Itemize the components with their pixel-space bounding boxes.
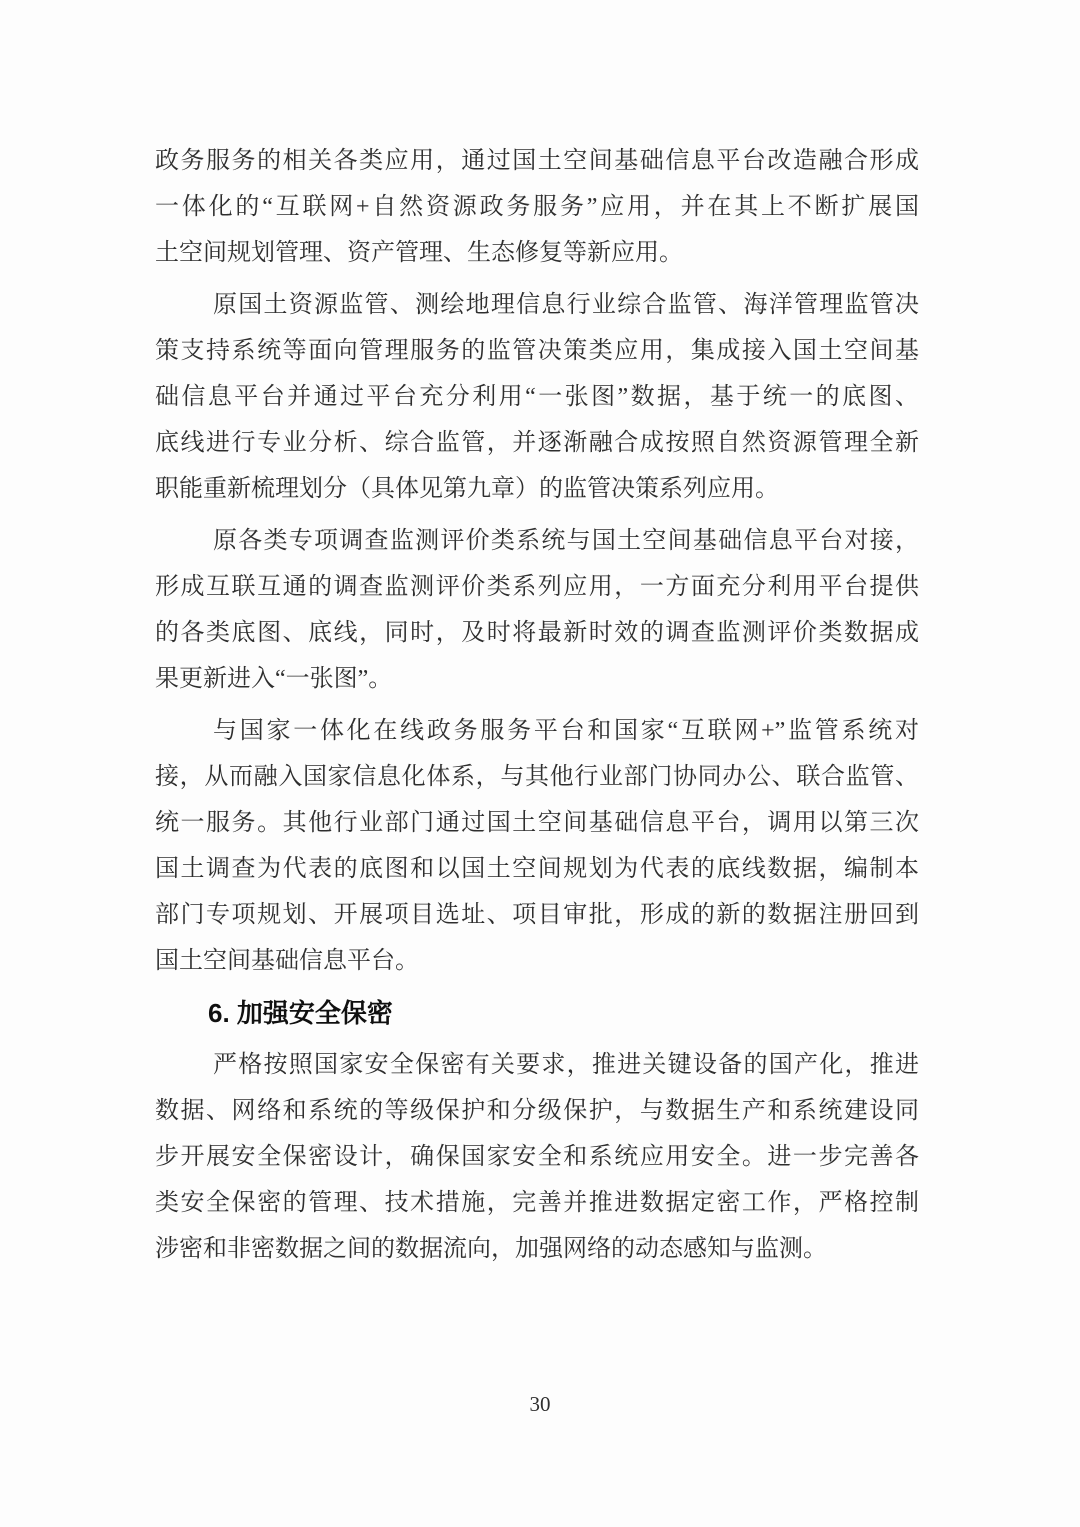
text-line: 数据、网络和系统的等级保护和分级保护，与数据生产和系统建设同 — [155, 1098, 919, 1124]
paragraph — [155, 138, 919, 276]
paragraph — [155, 282, 919, 512]
text-line: 统一服务。其他行业部门通过国土空间基础信息平台，调用以第三次 — [155, 810, 919, 836]
text-line: 原各类专项调查监测评价类系统与国土空间基础信息平台对接， — [213, 528, 919, 554]
text-line: 策支持系统等面向管理服务的监管决策类应用，集成接入国土空间基 — [155, 338, 919, 364]
text-line: 政务服务的相关各类应用，通过国土空间基础信息平台改造融合形成 — [155, 148, 919, 174]
text-line: 国土空间基础信息平台。 — [155, 948, 419, 974]
text-line: 涉密和非密数据之间的数据流向，加强网络的动态感知与监测。 — [155, 1236, 827, 1262]
text-line: 原国土资源监管、测绘地理信息行业综合监管、海洋管理监管决 — [213, 292, 919, 318]
paragraph — [155, 1042, 919, 1272]
text-line: 底线进行专业分析、综合监管，并逐渐融合成按照自然资源管理全新 — [155, 430, 919, 456]
text-line: 一体化的“互联网+自然资源政务服务”应用，并在其上不断扩展国 — [155, 194, 919, 220]
page-number: 30 — [529, 1392, 551, 1416]
section-heading: 6. 加强安全保密 — [208, 998, 393, 1028]
text-line: 果更新进入“一张图”。 — [155, 666, 393, 692]
paragraph — [155, 518, 919, 702]
text-line: 国土调查为代表的底图和以国土空间规划为代表的底线数据，编制本 — [155, 856, 919, 882]
text-line: 部门专项规划、开展项目选址、项目审批，形成的新的数据注册回到 — [155, 902, 919, 928]
text-line: 土空间规划管理、资产管理、生态修复等新应用。 — [155, 240, 683, 266]
text-line: 类安全保密的管理、技术措施，完善并推进数据定密工作，严格控制 — [155, 1190, 919, 1216]
text-line: 严格按照国家安全保密有关要求，推进关键设备的国产化，推进 — [213, 1052, 919, 1078]
text-line: 步开展安全保密设计，确保国家安全和系统应用安全。进一步完善各 — [155, 1144, 919, 1170]
document-body — [155, 138, 919, 1272]
text-line: 的各类底图、底线，同时，及时将最新时效的调查监测评价类数据成 — [155, 620, 919, 646]
text-line: 形成互联互通的调查监测评价类系列应用，一方面充分利用平台提供 — [155, 574, 919, 600]
text-line: 职能重新梳理划分（具体见第九章）的监管决策系列应用。 — [155, 476, 779, 502]
text-line: 接，从而融入国家信息化体系，与其他行业部门协同办公、联合监管、 — [155, 764, 919, 790]
text-line: 础信息平台并通过平台充分利用“一张图”数据，基于统一的底图、 — [155, 384, 919, 410]
paragraph — [155, 708, 919, 984]
text-line: 与国家一体化在线政务服务平台和国家“互联网+”监管系统对 — [213, 718, 919, 744]
